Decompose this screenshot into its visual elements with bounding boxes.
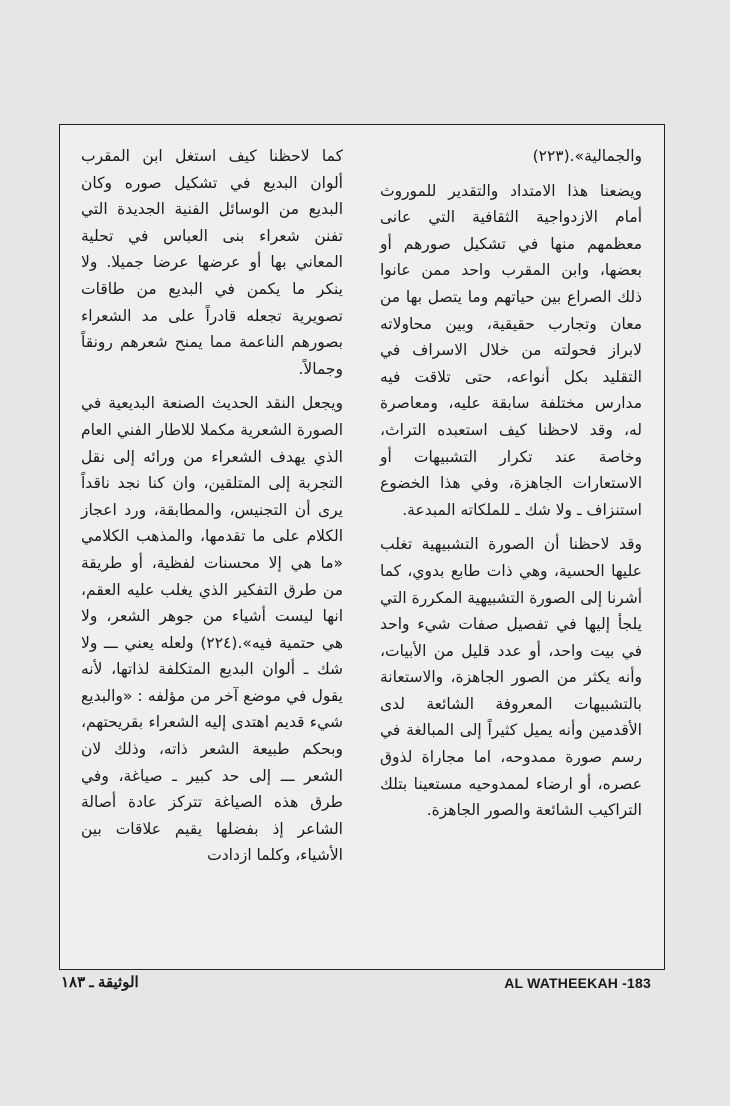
right-text-column (380, 143, 642, 824)
page-footer (59, 973, 665, 995)
paragraph: والجمالية».(٢٢٣) (532, 147, 642, 165)
paragraph: ويضعنا هذا الامتداد والتقدير للموروث أمام الازدواجية الثقافية التي عانى معظمهم منها في تشكيل صورهم أو بعضها، وابن المقرب واحد ممن عانوا ذلك الصراع بين حياتهم وما يتصل بها من معان وتجارب حقيقية، وبين محاولاته لابراز فحولته من خلال الاسراف في التقليد بكل أنواعه، حتى تلاقت فيه مدارس مختلفة سابقة عليه، ومعاصرة له، وقد لاحظنا كيف استعبده التراث، وخاصة عند تكرار التشبيهات أو الاستعارات الجاهزة، وفي هذا الخضوع استنزاف ـ ولا شك ـ للملكاته المبدعة. (380, 181, 642, 519)
footer-arabic-page-label: الوثيقة ـ ١٨٣ (61, 974, 139, 991)
footer-english-page-label: AL WATHEEKAH -183 (504, 975, 651, 991)
paragraph: كما لاحظنا كيف استغل ابن المقرب ألوان البديع في تشكيل صوره وكان البديع من الوسائل الفنية الجديدة التي تفنن شعراء بنى العباس في تحلية المعاني بها أو عرضها عرضا جميلا. ولا ينكر ما يكمن في البديع من طاقات تصويرية تجعله قادراً على مد الشعراء بصورهم الناعمة مما يمنح شعرهم رونقاً وجمالاً. (81, 147, 343, 378)
page-frame (59, 124, 665, 970)
paragraph: وقد لاحظنا أن الصورة التشبيهية تغلب عليها الحسية، وهي ذات طابع بدوي، كما أشرنا إلى الصورة التشبيهية المكررة التي يلجأ إليها في تفصيل صفات شيء واحد في بيت واحد، أو عدد قليل من الأبيات، وأنه يكثر من الصور الجاهزة، والاستعانة بالتشبيهات المعروفة الشائعة لدى الأقدمين وأنه يميل كثيراً إلى المبالغة في رسم صورة ممدوحه، اما مجاراة لذوق عصره، أو ارضاء لممدوحيه مستعينا بتلك التراكيب الشائعة والصور الجاهزة. (380, 535, 642, 820)
paragraph: ويجعل النقد الحديث الصنعة البديعية في الصورة الشعرية مكملا للاطار الفني العام الذي يهدف الشعراء من ورائه إلى نقل التجربة إلى المتلقين، وان كنا نجد ناقداً يرى أن التجنيس، والمطابقة، ورد اعجاز الكلام على ما تقدمها، والمذهب الكلامي «ما هي إلا محسنات لفظية، أو طريقة من طرق التفكير الذي يغلب عليه العقم، انها ليست أشياء من جوهر الشعر، ولا هي حتمية فيه».(٢٢٤) ولعله يعني ـــ ولا شك ـ ألوان البديع المتكلفة لذاتها، لأنه يقول في موضع آخر من مؤلفه : «والبديع شيء قديم اهتدى إليه الشعراء بقريحتهم، وبحكم طبيعة الشعر ذاته، وذلك لان الشعر ـــ إلى حد كبير ـ صياغة، وفي طرق هذه الصياغة تتركز عادة أصالة الشاعر إذ بفضلها يقيم علاقات بين الأشياء، وكلما ازدادت (81, 394, 343, 865)
left-text-column (81, 143, 343, 869)
